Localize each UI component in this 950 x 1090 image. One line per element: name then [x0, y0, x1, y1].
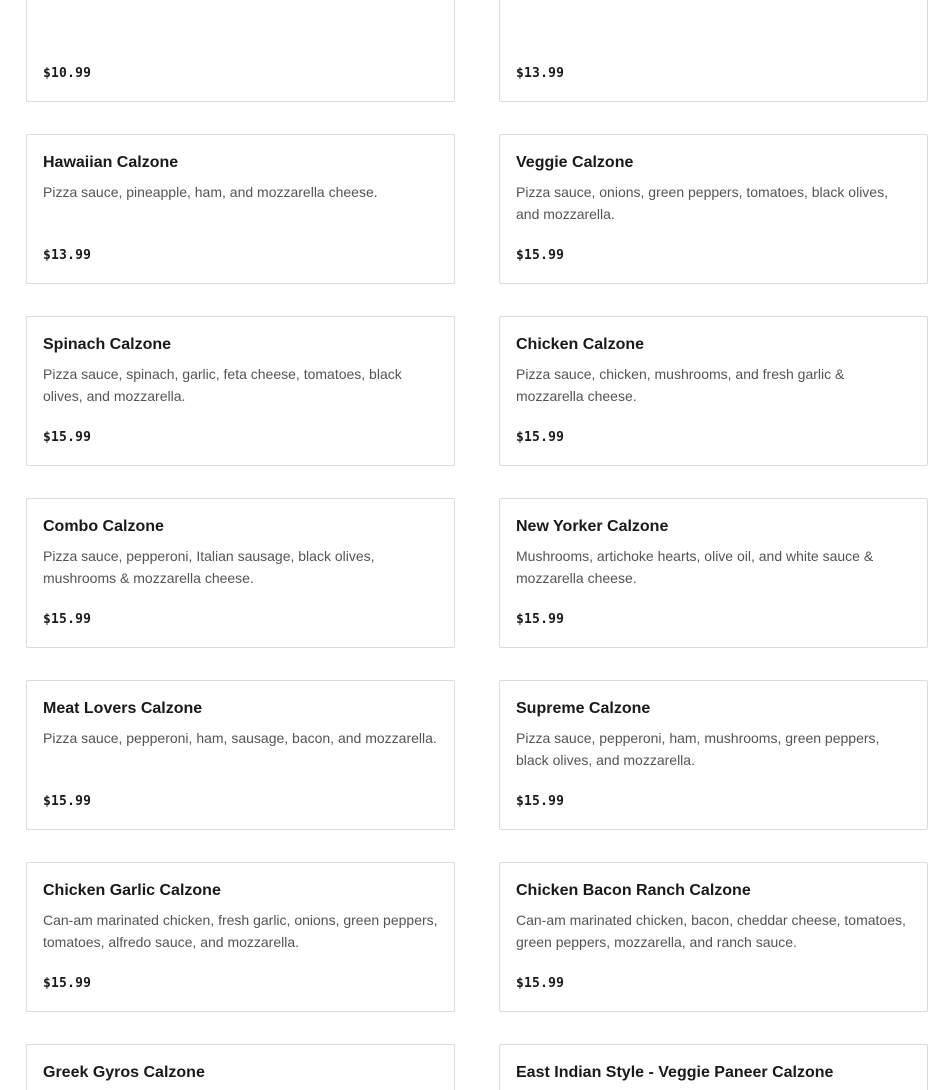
menu-item-card[interactable] [499, 680, 928, 830]
menu-item-price: $15.99 [43, 430, 92, 445]
menu-item-card[interactable] [499, 134, 928, 284]
menu-item-card[interactable] [499, 1044, 928, 1090]
menu-item-card[interactable] [499, 862, 928, 1012]
menu-item-price: $15.99 [43, 976, 92, 991]
menu-item-description: Can-am marinated chicken, fresh garlic, onions, green peppers, tomatoes, alfredo sauce, and mozzarella. [43, 912, 438, 950]
menu-item-description: Pizza sauce, onions, green peppers, tomatoes, black olives, and mozzarella. [516, 184, 888, 222]
menu-item-card[interactable] [26, 316, 455, 466]
menu-item-price: $13.99 [43, 248, 92, 263]
menu-item-name: New Yorker Calzone [516, 518, 669, 535]
menu-item-card[interactable] [499, 316, 928, 466]
menu-item-card[interactable] [499, 0, 928, 102]
menu-item-price: $13.99 [516, 66, 565, 81]
menu-item-price: $15.99 [516, 248, 565, 263]
menu-item-card[interactable] [499, 498, 928, 648]
menu-item-name: Greek Gyros Calzone [43, 1064, 205, 1081]
menu-item-price: $10.99 [43, 66, 92, 81]
menu-item-price: $15.99 [43, 612, 92, 627]
menu-item-card[interactable] [26, 498, 455, 648]
menu-item-name: Combo Calzone [43, 518, 164, 535]
menu-item-card[interactable] [26, 0, 455, 102]
menu-item-description: Pizza sauce, spinach, garlic, feta cheese, tomatoes, black olives, and mozzarella. [43, 366, 402, 404]
menu-item-card[interactable] [26, 1044, 455, 1090]
menu-item-card[interactable] [26, 862, 455, 1012]
menu-item-name: Hawaiian Calzone [43, 154, 179, 171]
menu-item-name: East Indian Style - Veggie Paneer Calzone [516, 1064, 834, 1081]
menu-item-price: $15.99 [516, 612, 565, 627]
menu-item-name: Spinach Calzone [43, 336, 172, 353]
menu-item-description: Pizza sauce, chicken, mushrooms, and fresh garlic & mozzarella cheese. [516, 366, 845, 404]
menu-item-price: $15.99 [516, 430, 565, 445]
menu-item-description: Pizza sauce, pepperoni, Italian sausage, black olives, mushrooms & mozzarella cheese. [43, 548, 375, 586]
menu-item-description: Can-am marinated chicken, bacon, cheddar cheese, tomatoes, green peppers, mozzarella, and ranch sauce. [516, 912, 906, 950]
menu-item-description: Pizza sauce, pepperoni, ham, mushrooms, green peppers, black olives, and mozzarella. [516, 730, 880, 768]
menu-item-price: $15.99 [516, 976, 565, 991]
menu-item-name: Meat Lovers Calzone [43, 700, 203, 717]
menu-item-description: Mushrooms, artichoke hearts, olive oil, and white sauce & mozzarella cheese. [516, 548, 874, 586]
menu-item-price: $15.99 [43, 794, 92, 809]
menu-item-name: Chicken Calzone [516, 336, 645, 353]
menu-item-card[interactable] [26, 134, 455, 284]
menu-item-description: Pizza sauce, pineapple, ham, and mozzarella cheese. [43, 184, 378, 200]
menu-item-price: $15.99 [516, 794, 565, 809]
menu-item-card[interactable] [26, 680, 455, 830]
menu-item-name: Veggie Calzone [516, 154, 634, 171]
menu-item-description: Pizza sauce, pepperoni, ham, sausage, bacon, and mozzarella. [43, 730, 437, 746]
menu-item-name: Chicken Garlic Calzone [43, 882, 221, 899]
menu-item-name: Supreme Calzone [516, 700, 651, 717]
menu-item-name: Chicken Bacon Ranch Calzone [516, 882, 751, 899]
